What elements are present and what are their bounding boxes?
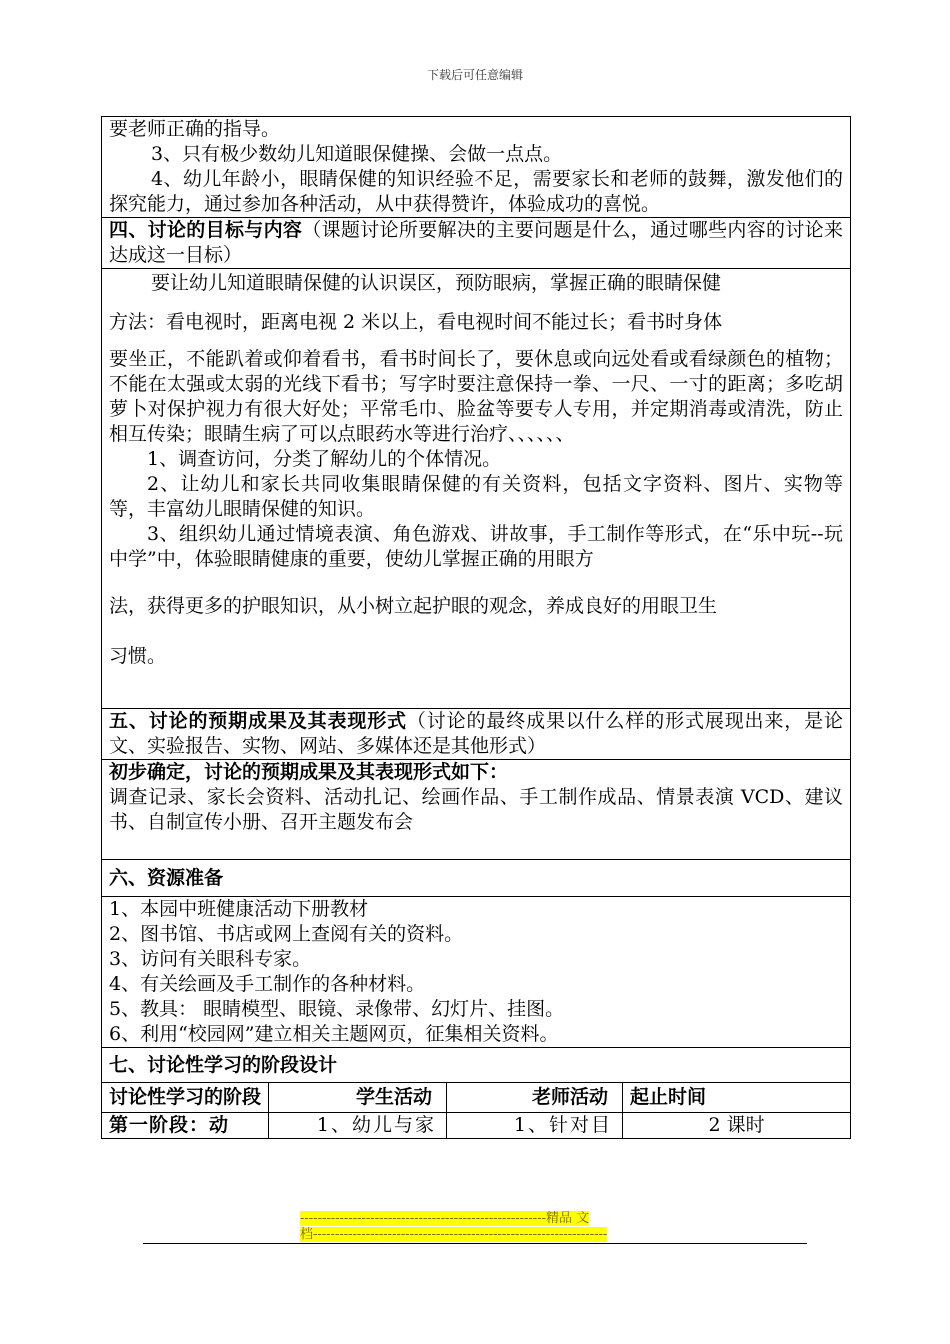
section4-goal-line1: 要让幼儿知道眼睛保健的认识误区，预防眼病，掌握正确的眼睛保健: [151, 272, 722, 294]
stage-header-row: [102, 1083, 851, 1113]
section4-content-1: 1、调查访问，分类了解幼儿的个体情况。: [147, 448, 502, 470]
section6-heading: [102, 860, 851, 897]
intro-line1: 要老师正确的指导。: [109, 118, 281, 140]
section4-content-3a: 3、组织幼儿通过情境表演、角色游戏、讲故事，手工制作等形式，在“乐中玩--玩中学”中，体验眼睛健康的重要，使幼儿掌握正确的用眼方: [109, 523, 844, 570]
resource-item-3: 3、访问有关眼科专家。: [109, 948, 312, 970]
intro-row: [102, 117, 851, 218]
section7-heading-row: [102, 1048, 851, 1083]
section6-body: [102, 897, 851, 1048]
section4-content-3b: [109, 592, 843, 620]
section4-goal-line2: 方法：看电视时，距离电视 2 米以上，看电视时间不能过长；看书时身体: [109, 311, 723, 333]
section6-heading-row: [102, 860, 851, 897]
section5-note: （讨论的最终成果以什么样的形式展现出来，是论文、实验报告、实物、网站、多媒体还是其他形式）: [109, 710, 844, 757]
section4-title: 四、讨论的目标与内容: [109, 219, 303, 241]
section4-heading: [102, 218, 851, 269]
section5-lead: 初步确定，讨论的预期成果及其表现形式如下：: [109, 761, 509, 783]
section5-heading-row: [102, 709, 851, 760]
stage-row-1: [102, 1113, 851, 1139]
stage-row-1-student: 1、幼儿与家: [269, 1113, 447, 1139]
section4-heading-row: [102, 218, 851, 269]
section5-body: [102, 760, 851, 860]
resource-item-2: 2、图书馆、书店或网上查阅有关的资料。: [109, 923, 464, 945]
stage-row-1-phase: 第一阶段：动: [102, 1113, 269, 1139]
stage-header-time: 起止时间: [623, 1083, 851, 1113]
section4-content-3b-sans: 用眼卫生: [641, 595, 718, 617]
section5-title: 五、讨论的预期成果及其表现形式: [109, 710, 407, 732]
stage-row-1-teacher: 1、针对目: [447, 1113, 623, 1139]
resource-item-1: 1、本园中班健康活动下册教材: [109, 898, 369, 920]
section5-body-row: [102, 760, 851, 860]
section4-goal-line3: 要坐正，不能趴着或仰着看书，看书时间长了，要休息或向远处看或看绿颜色的植物；不能在太强或太弱的光线下看书；写字时要注意保持一拳、一尺、一寸的距离；多吃胡萝卜对保护视力有很大好处；平常毛巾、脸盆等要专人专用，并定期消毒或清洗，防止相互传染；眼睛生病了可以点眼药水等进行治疗、、、、、、: [109, 348, 844, 445]
section6-body-row: [102, 897, 851, 1048]
intro-item-3: 3、只有极少数幼儿知道眼保健操、会做一点点。: [151, 143, 563, 165]
stage-header-teacher: 老师活动: [447, 1083, 623, 1113]
footer-note: [300, 1211, 640, 1243]
stage-header-phase: 讨论性学习的阶段: [102, 1083, 269, 1113]
intro-item-4: 4、幼儿年龄小，眼睛保健的知识经验不足，需要家长和老师的鼓舞，激发他们的探究能力，通过参加各种活动，从中获得赞许，体验成功的喜悦。: [109, 168, 844, 215]
section5-heading: [102, 709, 851, 760]
page-header: 下载后可任意编辑: [426, 68, 523, 82]
section4-note: （课题讨论所要解决的主要问题是什么，通过哪些内容的讨论来达成这一目标）: [109, 219, 844, 266]
footer-note-line1: --------------------------------------------------------精品 文: [300, 1211, 590, 1226]
footer-note-line2: 档-------------------------------------------------------------------: [300, 1227, 608, 1242]
resource-item-6: 6、利用“校园网”建立相关主题网页，征集相关资料。: [109, 1023, 559, 1045]
section4-content-3b-text: 法，获得更多的护眼知识，从小树立起护眼的观念，养成良好的: [109, 595, 642, 617]
section4-content-2: 2、让幼儿和家长共同收集眼睛保健的有关资料，包括文字资料、图片、实物等等，丰富幼儿眼睛保健的知识。: [109, 473, 844, 520]
resource-item-5: 5、教具： 眼睛模型、眼镜、录像带、幻灯片、挂图。: [109, 998, 565, 1020]
stage-row-1-time: 2 课时: [623, 1113, 851, 1139]
section5-text: 调查记录、家长会资料、活动扎记、绘画作品、手工制作成品、情景表演 VCD、建议书、自制宣传小册、召开主题发布会: [109, 786, 844, 833]
section4-content-3c: 习惯。: [109, 645, 167, 667]
section7-title: 七、讨论性学习的阶段设计: [109, 1053, 338, 1076]
footer-divider: [143, 1243, 807, 1244]
section4-body-row: [102, 269, 851, 709]
stage-header-student: 学生活动: [269, 1083, 447, 1113]
resource-item-4: 4、有关绘画及手工制作的各种材料。: [109, 973, 426, 995]
section7-heading: [102, 1048, 851, 1083]
intro-cell: [102, 117, 851, 218]
plan-table: [101, 116, 851, 1139]
section4-body: [102, 269, 851, 709]
section6-title: 六、资源准备: [109, 866, 224, 889]
